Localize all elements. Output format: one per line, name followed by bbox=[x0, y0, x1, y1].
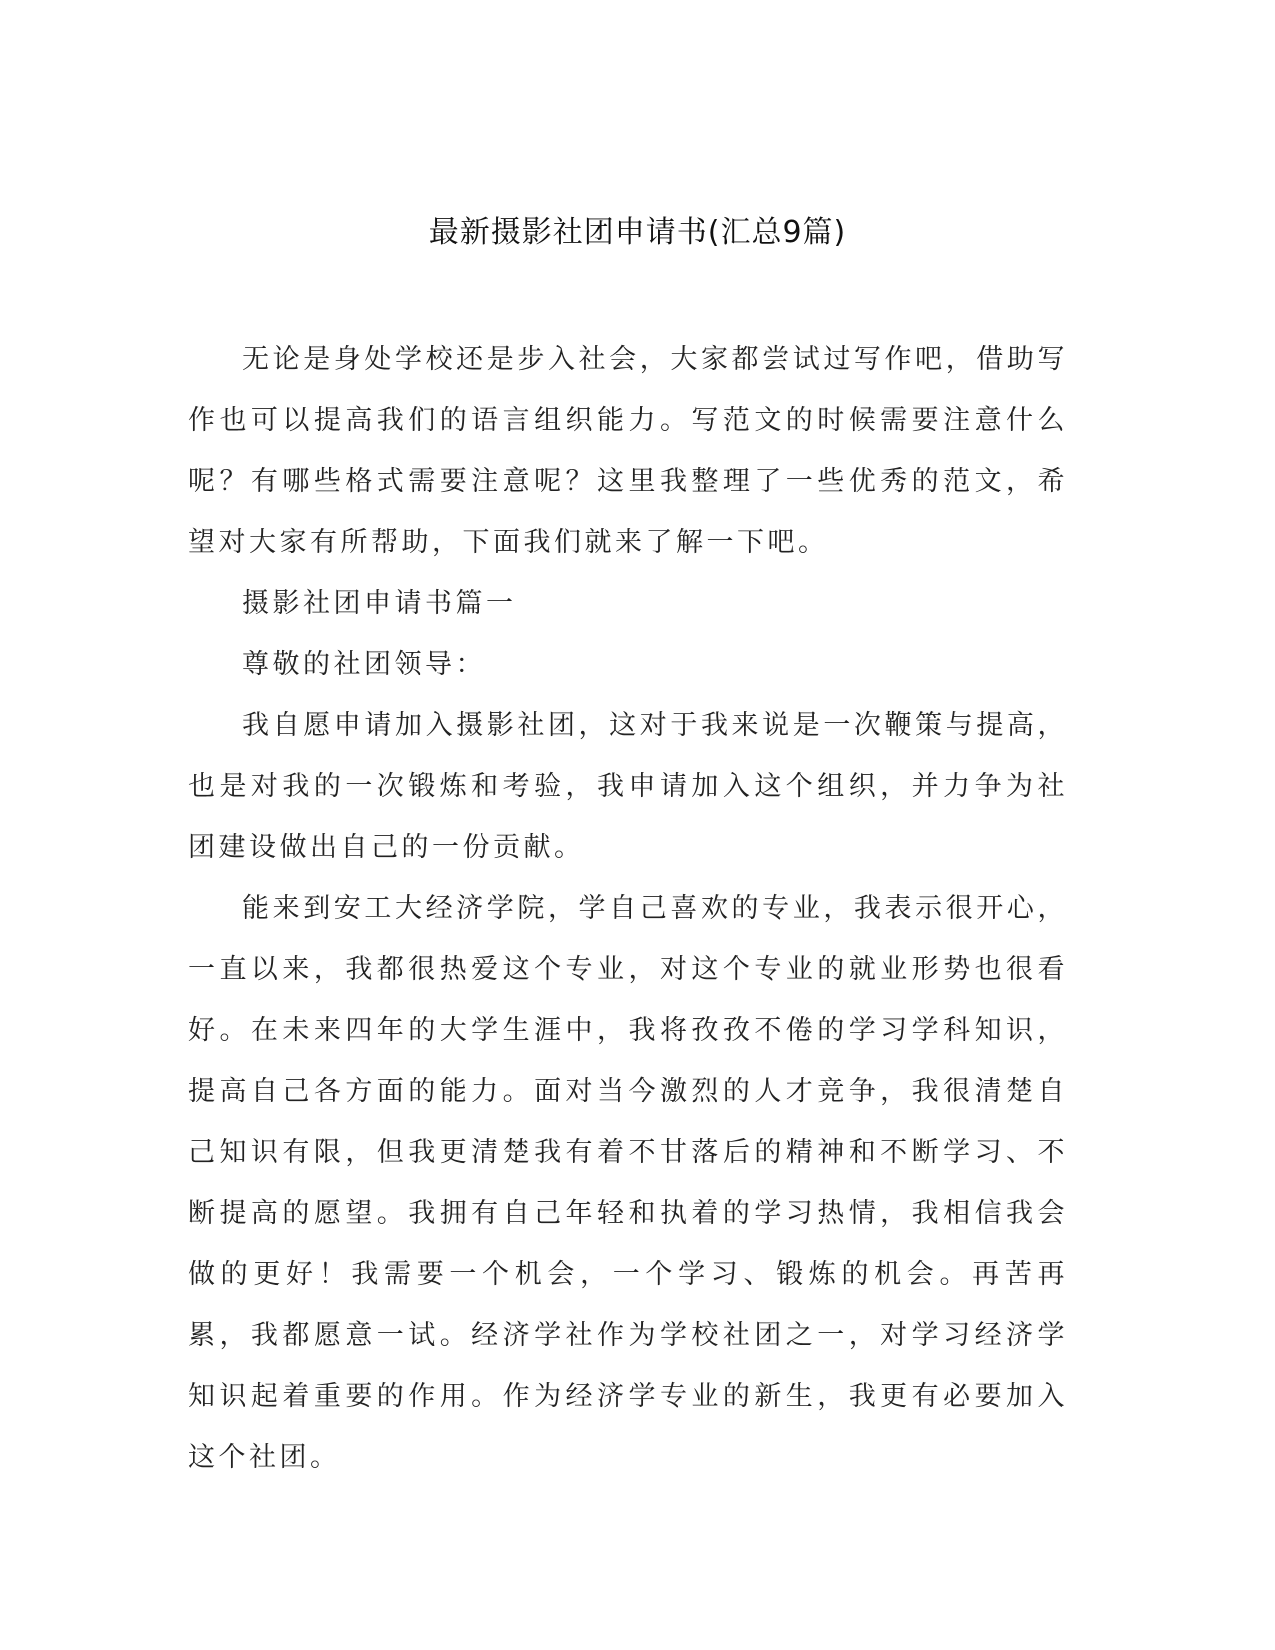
salutation: 尊敬的社团领导： bbox=[242, 649, 486, 680]
intro-paragraph: 无论是身处学校还是步入社会，大家都尝试过写作吧，借助写作也可以提高我们的语言组织能力。写范文的时候需要注意什么呢？有哪些格式需要注意呢？这里我整理了一些优秀的范文，希望对大家有所帮助，下面我们就来了解一下吧。 bbox=[188, 344, 1068, 558]
section-heading: 摄影社团申请书篇一 bbox=[242, 588, 517, 619]
document-body bbox=[188, 329, 1068, 1488]
document-title: 最新摄影社团申请书(汇总9篇) bbox=[428, 215, 847, 250]
body-paragraph: 我自愿申请加入摄影社团，这对于我来说是一次鞭策与提高，也是对我的一次锻炼和考验，我申请加入这个组织，并力争为社团建设做出自己的一份贡献。 bbox=[188, 710, 1068, 863]
body-paragraph: 能来到安工大经济学院，学自己喜欢的专业，我表示很开心，一直以来，我都很热爱这个专业，对这个专业的就业形势也很看好。在未来四年的大学生涯中，我将孜孜不倦的学习学科知识，提高自己各方面的能力。面对当今激烈的人才竞争，我很清楚自己知识有限，但我更清楚我有着不甘落后的精神和不断学习、不断提高的愿望。我拥有自己年轻和执着的学习热情，我相信我会做的更好！我需要一个机会，一个学习、锻炼的机会。再苦再累，我都愿意一试。经济学社作为学校社团之一，对学习经济学知识起着重要的作用。作为经济学专业的新生，我更有必要加入这个社团。 bbox=[188, 893, 1068, 1473]
